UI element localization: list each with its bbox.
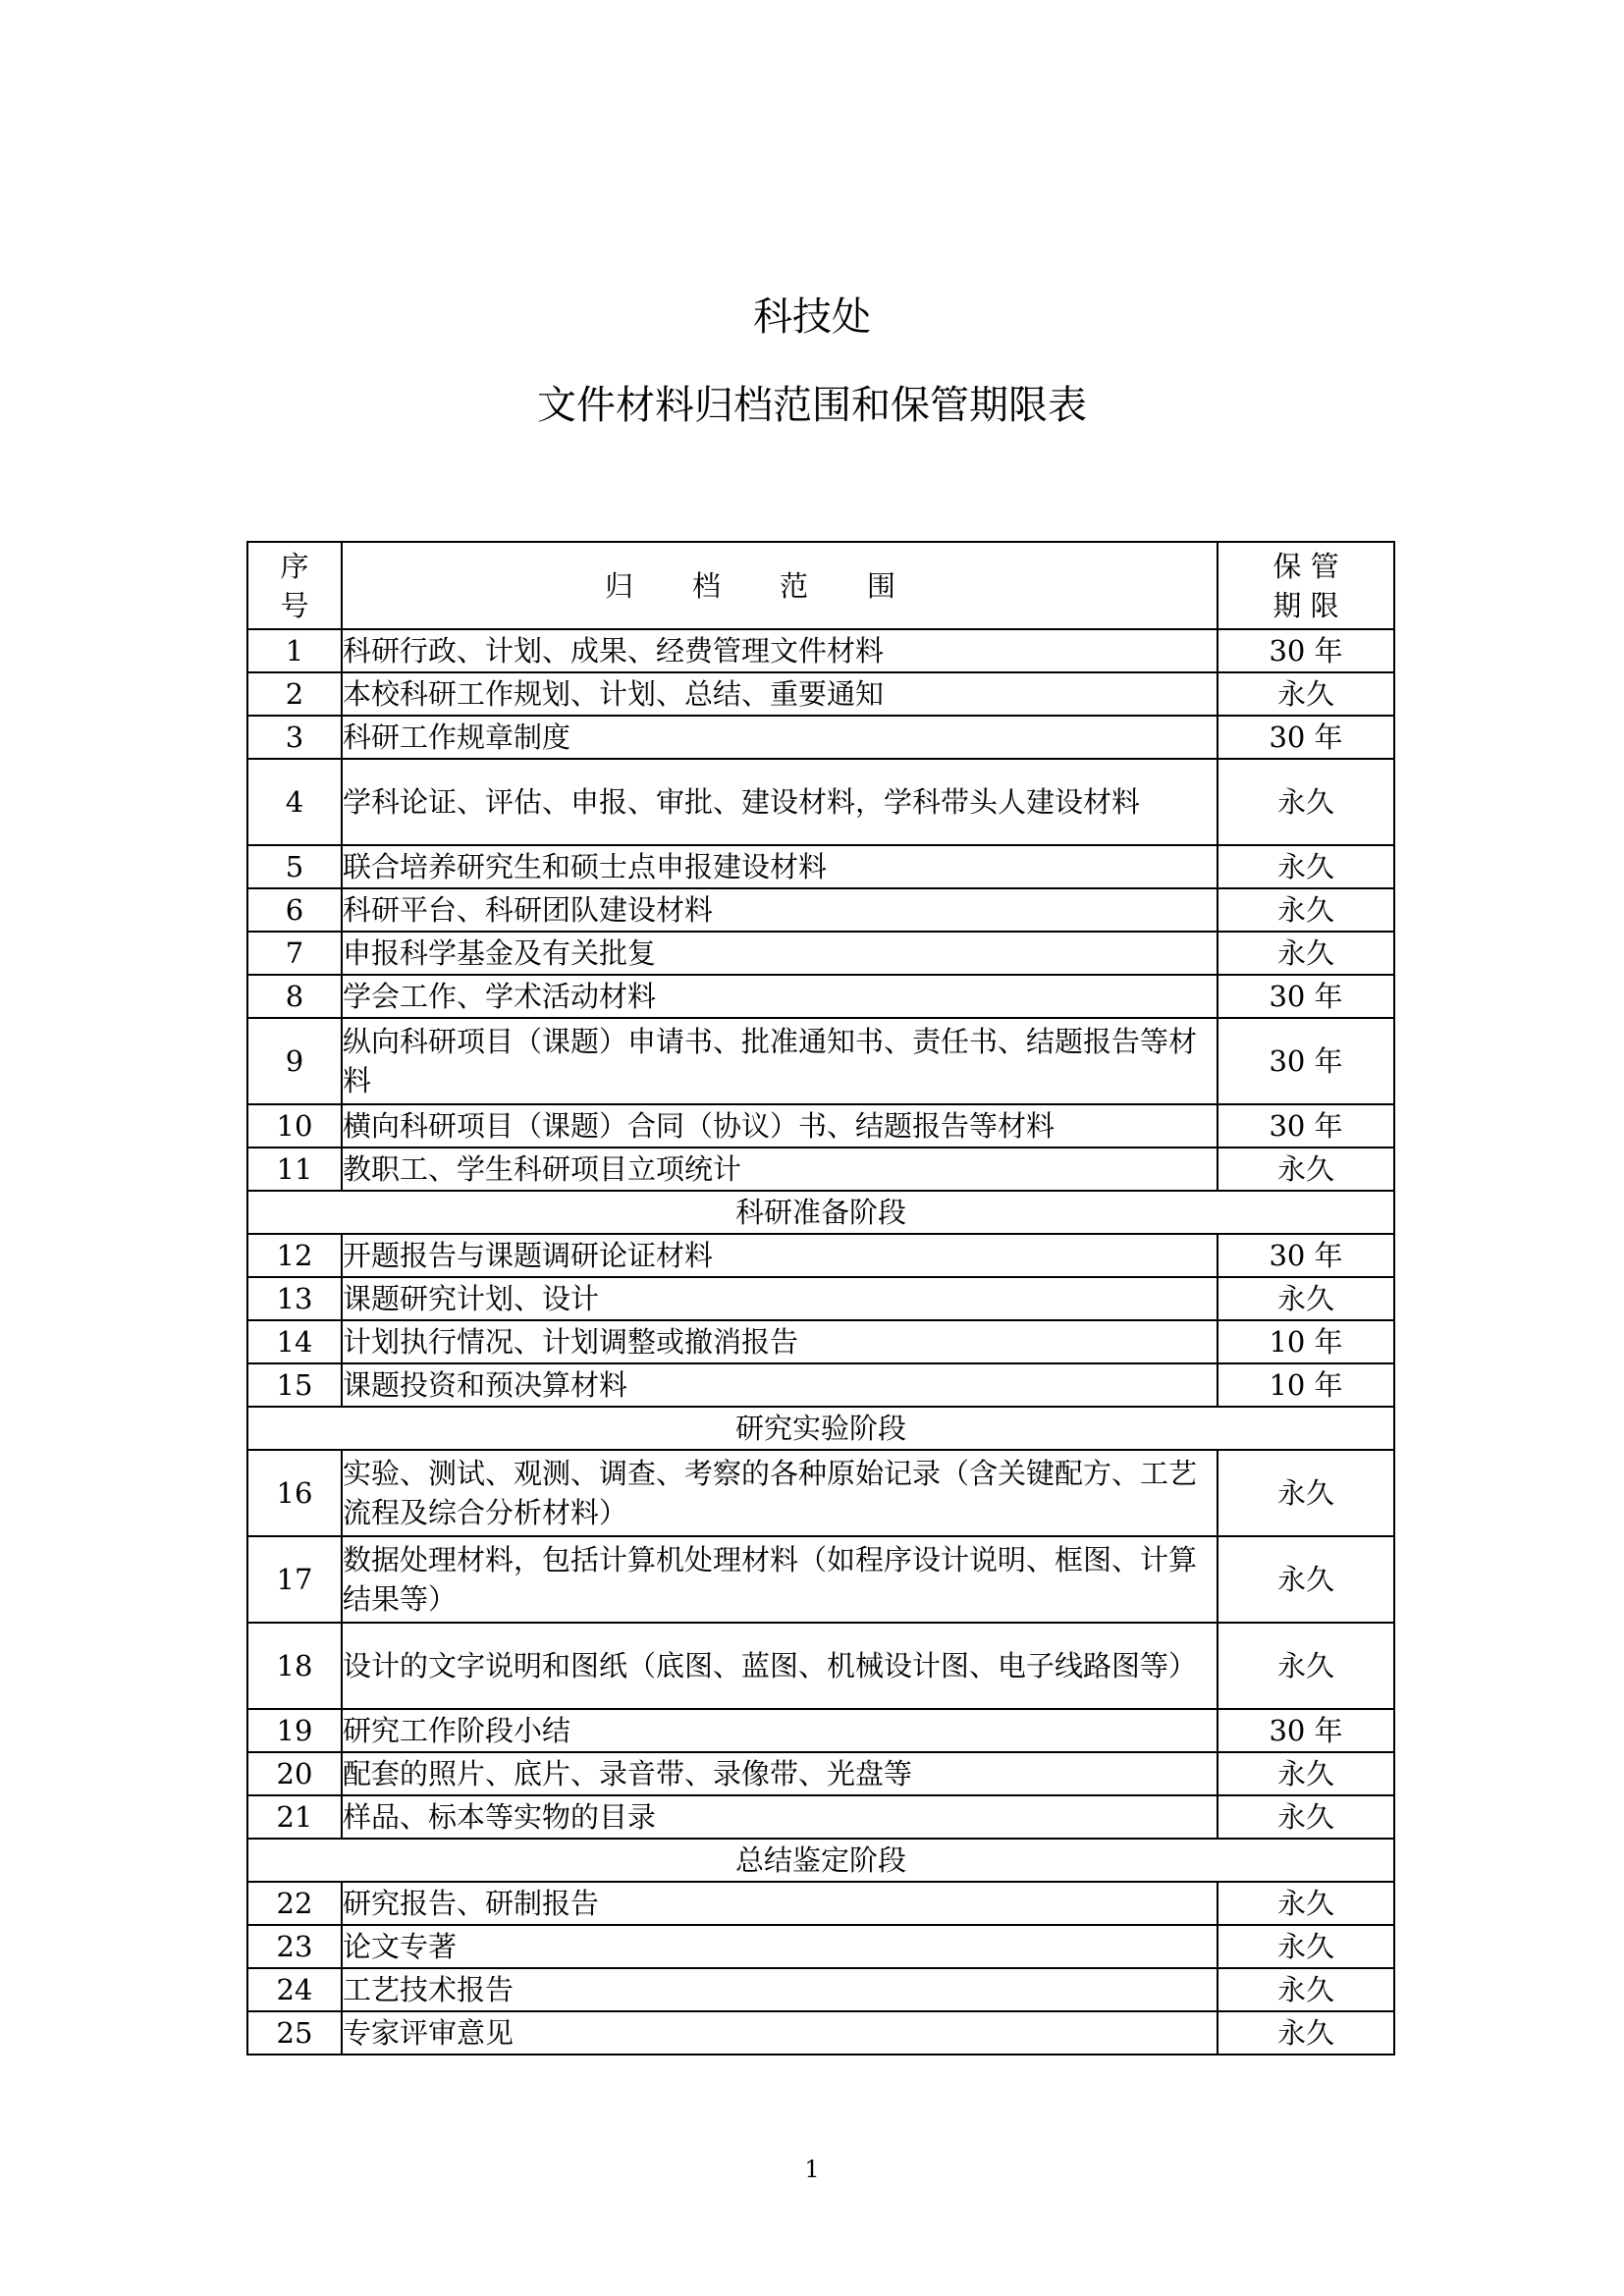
cell-archive-scope: 样品、标本等实物的目录 [342,1795,1218,1839]
cell-retention-period: 30 年 [1218,716,1394,759]
table-row [247,1148,1394,1191]
cell-retention-period: 永久 [1218,1148,1394,1191]
cell-retention-period: 30 年 [1218,1018,1394,1104]
cell-archive-scope: 教职工、学生科研项目立项统计 [342,1148,1218,1191]
cell-serial-number: 2 [247,672,342,716]
table-row [247,2011,1394,2055]
cell-retention-period: 永久 [1218,888,1394,932]
header-period-line2: 期 限 [1272,588,1339,622]
cell-serial-number: 12 [247,1234,342,1277]
cell-archive-scope: 工艺技术报告 [342,1968,1218,2011]
cell-serial-number: 3 [247,716,342,759]
cell-archive-scope: 课题研究计划、设计 [342,1277,1218,1320]
table-row [247,1795,1394,1839]
cell-retention-period: 永久 [1218,672,1394,716]
cell-retention-period: 永久 [1218,1536,1394,1623]
table-row [247,1320,1394,1363]
cell-archive-scope: 专家评审意见 [342,2011,1218,2055]
cell-archive-scope: 研究报告、研制报告 [342,1882,1218,1925]
cell-retention-period: 10 年 [1218,1320,1394,1363]
cell-serial-number: 13 [247,1277,342,1320]
cell-serial-number: 14 [247,1320,342,1363]
cell-retention-period: 永久 [1218,759,1394,845]
header-archive-scope: 归档范围 [342,542,1218,629]
table-row [247,672,1394,716]
title-department: 科技处 [753,294,871,340]
table-row [247,1882,1394,1925]
table-row [247,716,1394,759]
header-retention-period [1218,542,1394,629]
cell-archive-scope: 实验、测试、观测、调查、考察的各种原始记录（含关键配方、工艺流程及综合分析材料） [342,1450,1218,1536]
cell-retention-period: 永久 [1218,2011,1394,2055]
table-row [247,1709,1394,1752]
cell-serial-number: 20 [247,1752,342,1795]
cell-archive-scope: 学科论证、评估、申报、审批、建设材料，学科带头人建设材料 [342,759,1218,845]
archive-table [246,541,1395,2056]
cell-serial-number: 10 [247,1104,342,1148]
cell-retention-period: 10 年 [1218,1363,1394,1407]
table-header-row [247,542,1394,629]
cell-serial-number: 6 [247,888,342,932]
cell-retention-period: 永久 [1218,1752,1394,1795]
table-row [247,1234,1394,1277]
page-number: 1 [804,2156,820,2183]
cell-serial-number: 16 [247,1450,342,1536]
cell-retention-period: 30 年 [1218,1104,1394,1148]
table-row [247,1363,1394,1407]
cell-archive-scope: 科研工作规章制度 [342,716,1218,759]
cell-serial-number: 19 [247,1709,342,1752]
cell-archive-scope: 联合培养研究生和硕士点申报建设材料 [342,845,1218,888]
cell-serial-number: 8 [247,975,342,1018]
cell-serial-number: 7 [247,932,342,975]
table-row [247,845,1394,888]
cell-retention-period: 30 年 [1218,975,1394,1018]
cell-serial-number: 22 [247,1882,342,1925]
section-label: 科研准备阶段 [247,1191,1394,1234]
cell-serial-number: 18 [247,1623,342,1709]
cell-archive-scope: 横向科研项目（课题）合同（协议）书、结题报告等材料 [342,1104,1218,1148]
cell-serial-number: 4 [247,759,342,845]
cell-serial-number: 11 [247,1148,342,1191]
section-label: 研究实验阶段 [247,1407,1394,1450]
cell-archive-scope: 数据处理材料，包括计算机处理材料（如程序设计说明、框图、计算结果等） [342,1536,1218,1623]
cell-archive-scope: 课题投资和预决算材料 [342,1363,1218,1407]
cell-serial-number: 15 [247,1363,342,1407]
table-row [247,1623,1394,1709]
table-row [247,932,1394,975]
cell-serial-number: 23 [247,1925,342,1968]
cell-archive-scope: 学会工作、学术活动材料 [342,975,1218,1018]
cell-retention-period: 永久 [1218,1277,1394,1320]
table-row [247,1925,1394,1968]
header-period-line1: 保 管 [1272,549,1339,583]
header-serial-line1: 序 [280,549,309,583]
cell-retention-period: 永久 [1218,1925,1394,1968]
table-body [247,629,1394,2055]
cell-retention-period: 永久 [1218,1882,1394,1925]
header-serial-number [247,542,342,629]
cell-archive-scope: 设计的文字说明和图纸（底图、蓝图、机械设计图、电子线路图等） [342,1623,1218,1709]
table-row [247,888,1394,932]
cell-archive-scope: 科研平台、科研团队建设材料 [342,888,1218,932]
cell-archive-scope: 纵向科研项目（课题）申请书、批准通知书、责任书、结题报告等材料 [342,1018,1218,1104]
cell-serial-number: 21 [247,1795,342,1839]
cell-retention-period: 永久 [1218,932,1394,975]
header-serial-line2: 号 [280,588,309,622]
cell-retention-period: 永久 [1218,1968,1394,2011]
table-row [247,1752,1394,1795]
table-row [247,1450,1394,1536]
cell-serial-number: 17 [247,1536,342,1623]
section-label: 总结鉴定阶段 [247,1839,1394,1882]
cell-retention-period: 永久 [1218,1623,1394,1709]
cell-retention-period: 永久 [1218,1450,1394,1536]
title-document: 文件材料归档范围和保管期限表 [537,383,1087,428]
cell-archive-scope: 申报科学基金及有关批复 [342,932,1218,975]
table-row [247,1018,1394,1104]
cell-archive-scope: 配套的照片、底片、录音带、录像带、光盘等 [342,1752,1218,1795]
cell-retention-period: 30 年 [1218,629,1394,672]
cell-archive-scope: 开题报告与课题调研论证材料 [342,1234,1218,1277]
table-row [247,759,1394,845]
cell-archive-scope: 研究工作阶段小结 [342,1709,1218,1752]
cell-retention-period: 永久 [1218,1795,1394,1839]
cell-archive-scope: 计划执行情况、计划调整或撤消报告 [342,1320,1218,1363]
table-row [247,629,1394,672]
cell-serial-number: 24 [247,1968,342,2011]
cell-serial-number: 1 [247,629,342,672]
cell-retention-period: 永久 [1218,845,1394,888]
section-header-row [247,1839,1394,1882]
cell-archive-scope: 本校科研工作规划、计划、总结、重要通知 [342,672,1218,716]
cell-archive-scope: 科研行政、计划、成果、经费管理文件材料 [342,629,1218,672]
table-row [247,1104,1394,1148]
cell-archive-scope: 论文专著 [342,1925,1218,1968]
cell-serial-number: 25 [247,2011,342,2055]
cell-serial-number: 5 [247,845,342,888]
table-row [247,1277,1394,1320]
table-row [247,1968,1394,2011]
section-header-row [247,1191,1394,1234]
section-header-row [247,1407,1394,1450]
table-row [247,975,1394,1018]
cell-serial-number: 9 [247,1018,342,1104]
cell-retention-period: 30 年 [1218,1709,1394,1752]
table-row [247,1536,1394,1623]
cell-retention-period: 30 年 [1218,1234,1394,1277]
